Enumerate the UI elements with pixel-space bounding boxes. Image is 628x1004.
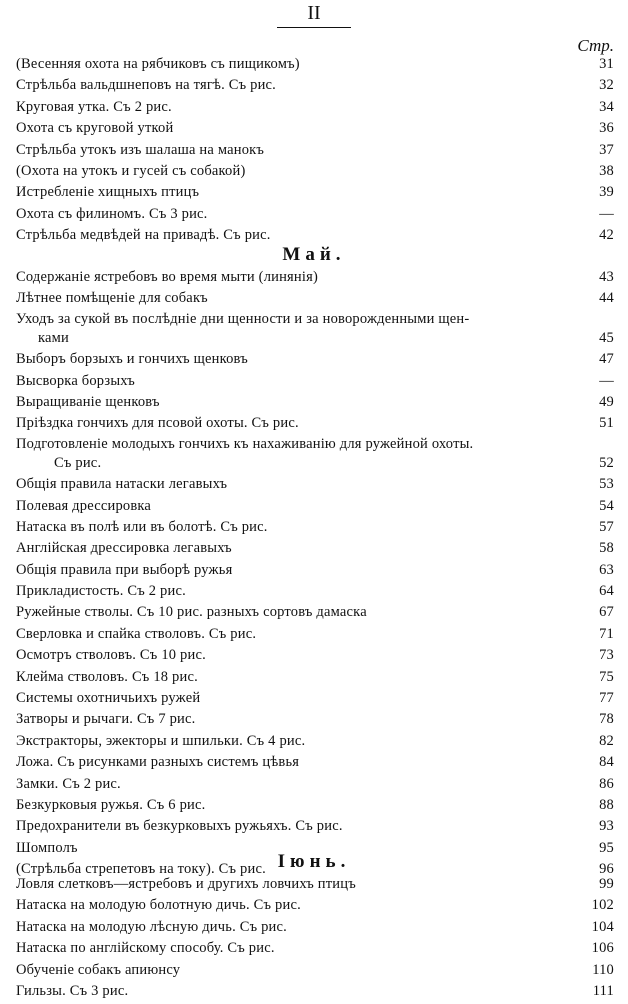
toc-entry	[16, 54, 614, 75]
toc-entry-title: (Стрѣльба стрепетовъ на току). Съ рис.	[16, 861, 266, 878]
toc-entry-page: 58	[599, 540, 614, 557]
page-number-rule	[277, 27, 351, 28]
toc-entry-title: Натаска по англійскому способу. Съ рис.	[16, 940, 275, 957]
toc-entry-page: 73	[599, 647, 614, 664]
toc-entry	[16, 496, 614, 517]
toc-entry	[16, 667, 614, 688]
toc-entry	[16, 895, 614, 916]
toc-entry-title-continued: ками	[38, 329, 69, 346]
toc-entry-page: 34	[599, 98, 614, 115]
toc-entry-page: 93	[599, 818, 614, 835]
toc-entry	[16, 349, 614, 370]
section-title-may: Май.	[282, 244, 346, 265]
toc-entry	[16, 538, 614, 559]
toc-entry	[16, 624, 614, 645]
toc-entry-page: 111	[592, 982, 614, 999]
toc-entry-page: 32	[599, 77, 614, 94]
toc-entry-page: —	[599, 205, 614, 222]
toc-entry-continuation	[16, 453, 614, 474]
toc-entry	[16, 392, 614, 413]
toc-entry-page: 63	[599, 561, 614, 578]
toc-entry-title: Обученіе собакъ апиюнсу	[16, 961, 181, 978]
toc-entry	[16, 688, 614, 709]
toc-entry-page: 110	[592, 961, 614, 978]
toc-entry-page: 38	[599, 162, 614, 179]
toc-entry-page: 106	[591, 940, 614, 957]
toc-entry-title: Безкурковыя ружья. Съ 6 рис.	[16, 796, 206, 813]
toc-entry	[16, 560, 614, 581]
toc-entry-page: 52	[599, 454, 614, 471]
toc-entry-page: 47	[599, 351, 614, 368]
toc-entry-page: —	[599, 372, 614, 389]
toc-entry-title: Круговая утка. Съ 2 рис.	[16, 98, 172, 115]
toc-entry	[16, 960, 614, 981]
toc-entry-title: Общія правила натаски легавыхъ	[16, 476, 228, 493]
toc-entry	[16, 752, 614, 773]
toc-section-june	[16, 874, 614, 1002]
toc-entry	[16, 816, 614, 837]
toc-entry-page: 102	[591, 897, 614, 914]
toc-entry-title: (Охота на утокъ и гусей съ собакой)	[16, 162, 246, 179]
toc-entry-title: Общія правила при выборѣ ружья	[16, 561, 233, 578]
toc-entry	[16, 517, 614, 538]
toc-entry-page: 71	[599, 625, 614, 642]
toc-entry-title: Истребленіе хищныхъ птицъ	[16, 184, 200, 201]
toc-entry-title: Затворы и рычаги. Съ 7 рис.	[16, 711, 196, 728]
page-number: II	[307, 2, 321, 24]
toc-entry	[16, 731, 614, 752]
toc-entry-page: 43	[599, 269, 614, 285]
toc-entry-title: Высворка борзыхъ	[16, 372, 135, 389]
toc-entry-title: Прикладистость. Съ 2 рис.	[16, 583, 186, 600]
toc-entry-page: 104	[591, 918, 614, 935]
toc-entry-title: (Весенняя охота на рябчиковъ съ пищикомъ)	[16, 56, 300, 72]
toc-entry-title: Пріѣздка гончихъ для псовой охоты. Съ рис.	[16, 415, 299, 432]
toc-entry-title: Стрѣльба вальдшнеповъ на тягѣ. Съ рис.	[16, 77, 276, 94]
toc-entry-title: Шомполъ	[16, 839, 78, 856]
toc-entry-page: 44	[599, 290, 614, 307]
toc-entry-title: Охота съ круговой уткой	[16, 120, 174, 137]
toc-section-may	[16, 267, 614, 881]
toc-entry-title: Стрѣльба утокъ изъ шалаша на манокъ	[16, 141, 265, 158]
toc-entry	[16, 413, 614, 434]
toc-entry-page: 78	[599, 711, 614, 728]
toc-entry-page: 95	[599, 839, 614, 856]
toc-entry-title: Ружейные стволы. Съ 10 рис. разныхъ сортовъ дамаска	[16, 604, 367, 621]
toc-entry-title: Подготовленіе молодыхъ гончихъ къ нахаживанію для ружейной охоты.	[16, 435, 474, 452]
toc-entry-page: 57	[599, 518, 614, 535]
toc-entry-page: 86	[599, 775, 614, 792]
toc-entry	[16, 938, 614, 959]
toc-entry	[16, 75, 614, 96]
toc-entry-page: 45	[599, 329, 614, 346]
toc-entry-page: 53	[599, 476, 614, 493]
toc-entry	[16, 204, 614, 225]
toc-entry	[16, 435, 614, 453]
toc-entry-page: 67	[599, 604, 614, 621]
toc-entry	[16, 371, 614, 392]
toc-entry-page: 36	[599, 120, 614, 137]
toc-entry	[16, 161, 614, 182]
toc-entry-continuation	[16, 328, 614, 349]
toc-entry-title: Стрѣльба медвѣдей на привадѣ. Съ рис.	[16, 227, 271, 244]
toc-entry-page: 64	[599, 583, 614, 600]
toc-entry-title: Уходъ за сукой въ послѣдніе дни щенности и за новорожденными щен-	[16, 310, 470, 327]
toc-entry-page: 88	[599, 796, 614, 813]
toc-entry-title: Системы охотничьихъ ружей	[16, 690, 201, 707]
toc-entry-title: Экстракторы, эжекторы и шпильки. Съ 4 рис.	[16, 732, 306, 749]
toc-entry-page: 51	[599, 415, 614, 432]
toc-section-april-continued	[16, 54, 614, 247]
toc-entry	[16, 917, 614, 938]
toc-entry-page: 31	[599, 56, 614, 72]
toc-entry-title: Натаска на молодую болотную дичь. Съ рис.	[16, 897, 301, 914]
toc-entry-title: Выборъ борзыхъ и гончихъ щенковъ	[16, 351, 248, 368]
toc-entry	[16, 709, 614, 730]
toc-entry	[16, 118, 614, 139]
toc-entry-title: Выращиваніе щенковъ	[16, 393, 160, 410]
toc-entry	[16, 267, 614, 288]
toc-entry	[16, 602, 614, 623]
toc-entry-title: Содержаніе ястребовъ во время мыти (линянія)	[16, 269, 319, 285]
toc-entry	[16, 774, 614, 795]
toc-entry-title: Предохранители въ безкурковыхъ ружьяхъ. Съ рис.	[16, 818, 343, 835]
toc-entry	[16, 288, 614, 309]
toc-entry-title: Натаска въ полѣ или въ болотѣ. Съ рис.	[16, 518, 268, 535]
toc-entry-title: Ложа. Съ рисунками разныхъ системъ цѣвья	[16, 754, 300, 771]
toc-entry	[16, 97, 614, 118]
toc-entry-title: Сверловка и спайка стволовъ. Съ рис.	[16, 625, 257, 642]
toc-entry-title: Замки. Съ 2 рис.	[16, 775, 121, 792]
toc-entry-title: Англійская дрессировка легавыхъ	[16, 540, 232, 557]
toc-entry-page: 54	[599, 497, 614, 514]
toc-entry	[16, 795, 614, 816]
toc-entry-title: Натаска на молодую лѣсную дичь. Съ рис.	[16, 918, 287, 935]
toc-entry-page: 96	[599, 861, 614, 878]
toc-entry-title: Ловля слетковъ—ястребовъ и другихъ ловчихъ птицъ	[16, 876, 356, 892]
toc-entry-page: 42	[599, 227, 614, 244]
toc-entry-page: 82	[599, 732, 614, 749]
toc-entry-page: 39	[599, 184, 614, 201]
toc-entry-page: 75	[599, 668, 614, 685]
section-title-june: Іюнь.	[277, 851, 351, 872]
toc-entry	[16, 182, 614, 203]
toc-entry-title: Гильзы. Съ 3 рис.	[16, 982, 129, 999]
toc-entry-title-continued: Съ рис.	[54, 454, 102, 471]
toc-entry-page: 49	[599, 393, 614, 410]
toc-entry-page: 77	[599, 690, 614, 707]
toc-entry	[16, 981, 614, 1002]
toc-entry-page: 37	[599, 141, 614, 158]
page-column-header: Стр.	[577, 36, 614, 55]
toc-entry-title: Охота съ филиномъ. Съ 3 рис.	[16, 205, 208, 222]
toc-entry	[16, 645, 614, 666]
toc-entry-title: Клейма стволовъ. Съ 18 рис.	[16, 668, 198, 685]
toc-entry	[16, 874, 614, 895]
toc-entry	[16, 140, 614, 161]
toc-entry	[16, 474, 614, 495]
toc-entry	[16, 581, 614, 602]
toc-entry-title: Полевая дрессировка	[16, 497, 152, 514]
toc-entry-title: Осмотръ стволовъ. Съ 10 рис.	[16, 647, 206, 664]
toc-entry	[16, 310, 614, 328]
toc-entry-page: 84	[599, 754, 614, 771]
toc-entry-page: 99	[599, 876, 614, 892]
toc-entry-title: Лѣтнее помѣщеніе для собакъ	[16, 290, 208, 307]
